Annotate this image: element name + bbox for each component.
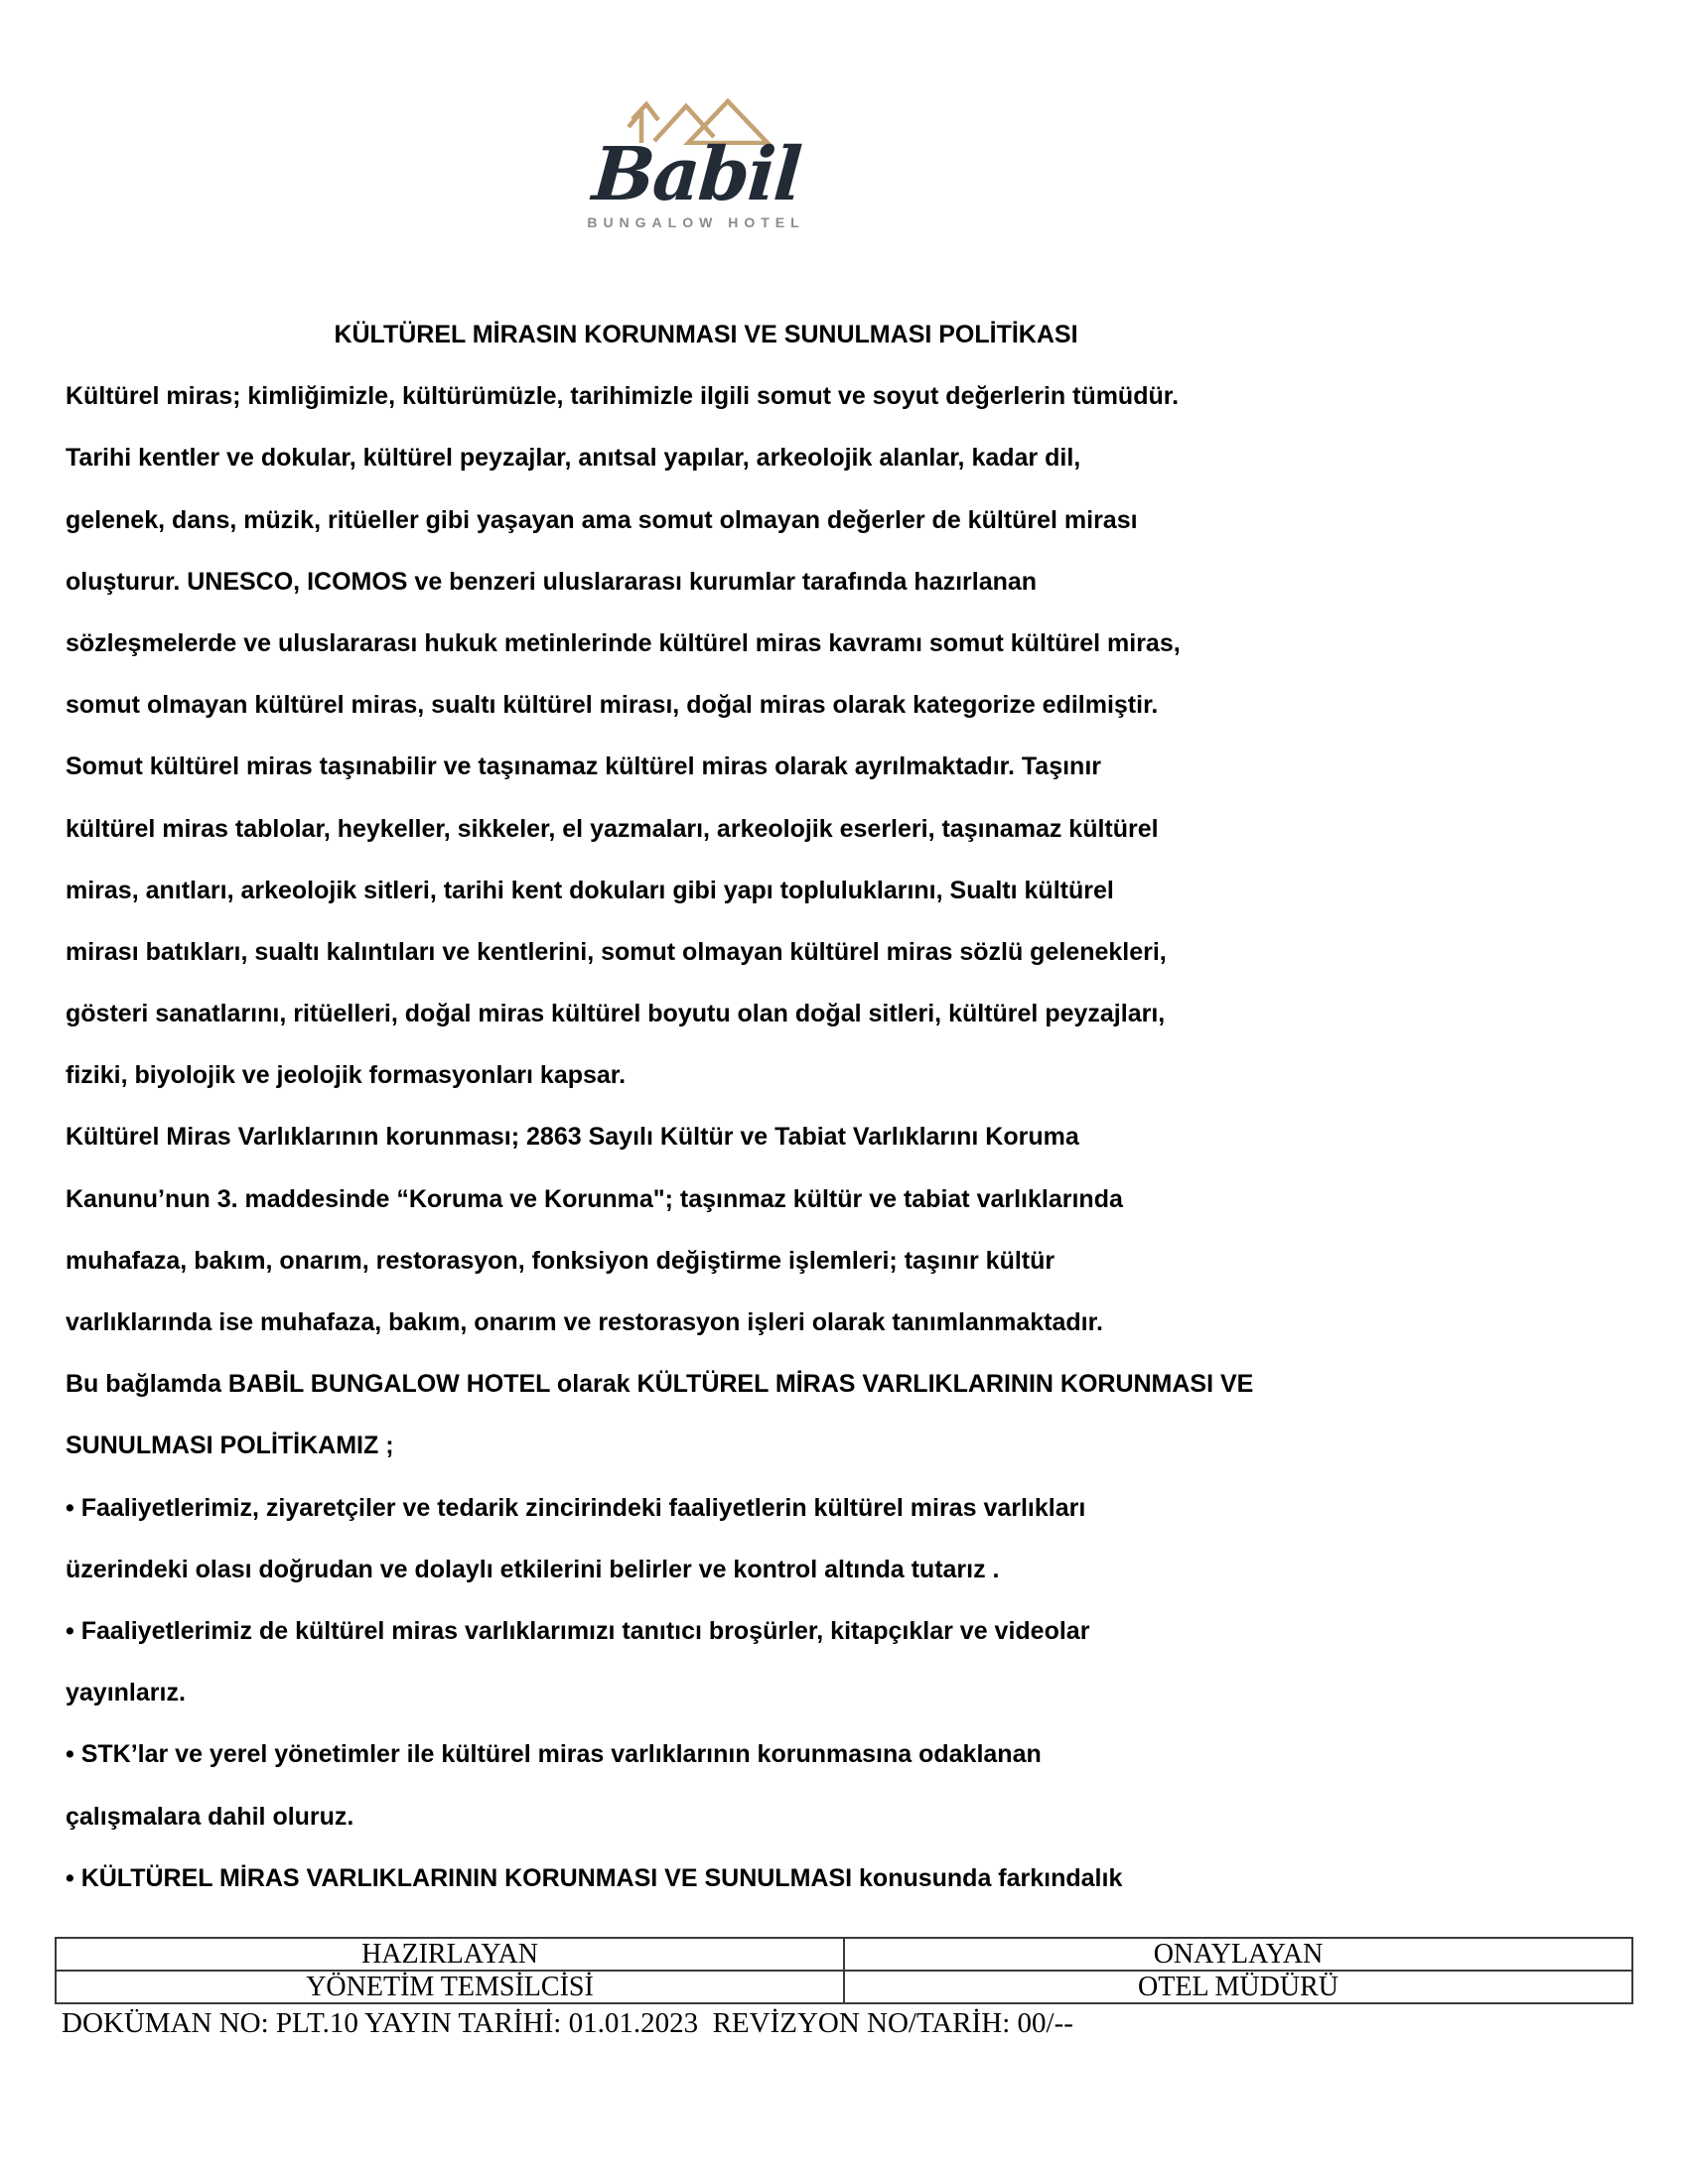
- policy-line: miras, anıtları, arkeolojik sitleri, tarihi kent dokuları gibi yapı topluluklarını, Sualtı kültürel: [66, 876, 1114, 904]
- table-cell-otel-muduru: OTEL MÜDÜRÜ: [844, 1971, 1632, 2003]
- policy-line: Tarihi kentler ve dokular, kültürel peyzajlar, anıtsal yapılar, arkeolojik alanlar, kadar dil,: [66, 444, 1081, 473]
- logo-wordmark: Babil: [589, 132, 803, 217]
- table-row: [56, 1938, 1632, 1971]
- policy-line: gelenek, dans, müzik, ritüeller gibi yaşayan ama somut olmayan değerler de kültürel mirası: [66, 505, 1138, 534]
- policy-line: Bu bağlamda BABİL BUNGALOW HOTEL olarak KÜLTÜREL MİRAS VARLIKLARININ KORUNMASI VE: [66, 1370, 1254, 1399]
- policy-line: Kültürel miras; kimliğimizle, kültürümüzle, tarihimizle ilgili somut ve soyut değerlerin tümüdür.: [66, 382, 1180, 411]
- policy-line: Kanunu’nun 3. maddesinde “Koruma ve Korunma"; taşınmaz kültür ve tabiat varlıklarında: [66, 1184, 1123, 1213]
- page-title: KÜLTÜREL MİRASIN KORUNMASI VE SUNULMASI POLİTİKASI: [334, 321, 1078, 348]
- policy-line: mirası batıkları, sualtı kalıntıları ve kentlerini, somut olmayan kültürel miras sözlü gelenekleri,: [66, 937, 1167, 966]
- table-cell-yonetim-temsilcisi: YÖNETİM TEMSİLCİSİ: [56, 1971, 844, 2003]
- policy-line: • Faaliyetlerimiz, ziyaretçiler ve tedarik zincirindeki faaliyetlerin kültürel miras varlıkları: [66, 1493, 1086, 1522]
- document-footer: [0, 1937, 1688, 2039]
- policy-line: oluşturur. UNESCO, ICOMOS ve benzeri uluslararası kurumlar tarafında hazırlanan: [66, 567, 1038, 596]
- policy-line: SUNULMASI POLİTİKAMIZ ;: [66, 1432, 394, 1460]
- logo-subtitle: BUNGALOW HOTEL: [587, 214, 805, 231]
- policy-line: Somut kültürel miras taşınabilir ve taşınamaz kültürel miras olarak ayrılmaktadır. Taşınır: [66, 752, 1102, 781]
- policy-line: üzerindeki olası doğrudan ve dolaylı etkilerini belirler ve kontrol altında tutarız .: [66, 1555, 1000, 1583]
- policy-line: sözleşmelerde ve uluslararası hukuk metinlerinde kültürel miras kavramı somut kültürel miras,: [66, 628, 1181, 657]
- approval-table: [55, 1937, 1633, 2004]
- policy-line: çalışmalara dahil oluruz.: [66, 1802, 354, 1831]
- policy-line: • Faaliyetlerimiz de kültürel miras varlıklarımızı tanıtıcı broşürler, kitapçıklar ve videolar: [66, 1616, 1090, 1645]
- policy-line: varlıklarında ise muhafaza, bakım, onarım ve restorasyon işleri olarak tanımlanmaktadır.: [66, 1308, 1103, 1336]
- policy-line: kültürel miras tablolar, heykeller, sikkeler, el yazmaları, arkeolojik eserleri, taşınamaz kültürel: [66, 814, 1159, 843]
- table-cell-hazirlayan: HAZIRLAYAN: [56, 1938, 844, 1971]
- policy-line: • KÜLTÜREL MİRAS VARLIKLARININ KORUNMASI VE SUNULMASI konusunda farkındalık: [66, 1863, 1123, 1892]
- policy-line: Kültürel Miras Varlıklarının korunması; 2863 Sayılı Kültür ve Tabiat Varlıklarını Koruma: [66, 1123, 1079, 1152]
- policy-body: [66, 304, 1346, 1909]
- policy-line: • STK’lar ve yerel yönetimler ile kültürel miras varlıklarının korunmasına odaklanan: [66, 1740, 1042, 1769]
- table-cell-onaylayan: ONAYLAYAN: [844, 1938, 1632, 1971]
- table-row: [56, 1971, 1632, 2003]
- policy-line: yayınlarız.: [66, 1679, 186, 1707]
- document-note: DOKÜMAN NO: PLT.10 YAYIN TARİHİ: 01.01.2023 REVİZYON NO/TARİH: 00/--: [62, 2006, 1073, 2039]
- policy-line: fiziki, biyolojik ve jeolojik formasyonları kapsar.: [66, 1061, 627, 1090]
- policy-line: muhafaza, bakım, onarım, restorasyon, fonksiyon değiştirme işlemleri; taşınır kültür: [66, 1246, 1055, 1275]
- policy-text: [66, 365, 1346, 1909]
- policy-line: gösteri sanatlarını, ritüelleri, doğal miras kültürel boyutu olan doğal sitleri, kültürel peyzajları,: [66, 1000, 1166, 1028]
- hotel-logo: [66, 0, 1327, 304]
- policy-line: somut olmayan kültürel miras, sualtı kültürel mirası, doğal miras olarak kategorize edilmiştir.: [66, 691, 1159, 720]
